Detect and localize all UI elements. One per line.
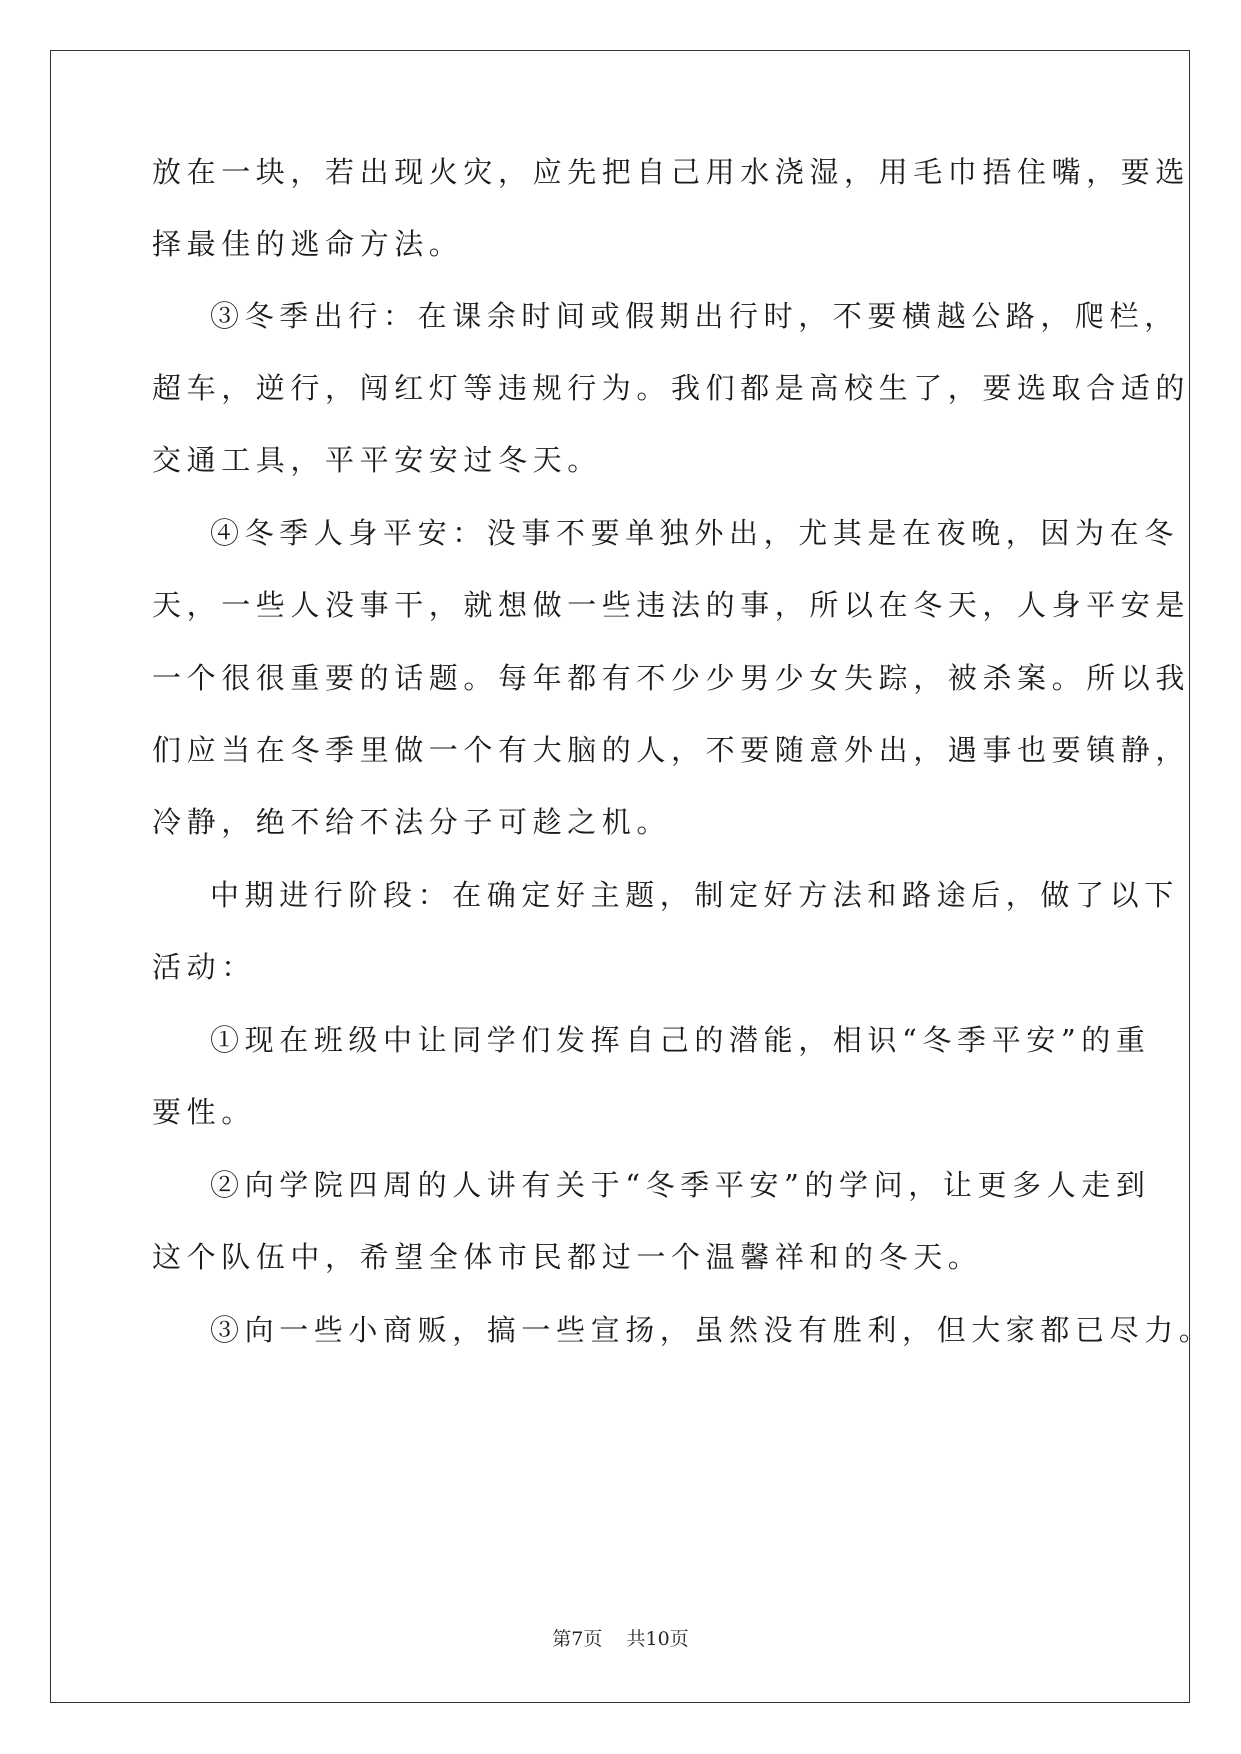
page-footer (0, 1627, 1241, 1651)
page-number: 第7页 (552, 1628, 603, 1650)
text-line: 要性。 (152, 1095, 256, 1129)
text-line: 放在一块，若出现火灾，应先把自己用水浇湿，用毛巾捂住嘴，要选 (152, 155, 1191, 189)
text-line: 交通工具，平平安安过冬天。 (152, 443, 602, 477)
text-line: 择最佳的逃命方法。 (152, 227, 464, 261)
page-total: 共10页 (626, 1628, 689, 1650)
text-line: 中期进行阶段：在确定好主题，制定好方法和路途后，做了以下 (210, 878, 1179, 912)
text-line: ④冬季人身平安：没事不要单独外出，尤其是在夜晚，因为在冬 (210, 516, 1179, 550)
text-line: ③向一些小商贩，搞一些宣扬，虽然没有胜利，但大家都已尽力。 (210, 1313, 1214, 1347)
text-line: 超车，逆行，闯红灯等违规行为。我们都是高校生了，要选取合适的 (152, 371, 1191, 405)
text-line: ②向学院四周的人讲有关于“冬季平安”的学问，让更多人走到 (210, 1168, 1151, 1202)
text-line: 天，一些人没事干，就想做一些违法的事，所以在冬天，人身平安是 (152, 588, 1191, 622)
text-line: 们应当在冬季里做一个有大脑的人，不要随意外出，遇事也要镇静， (152, 733, 1191, 767)
text-line: 冷静，绝不给不法分子可趁之机。 (152, 805, 672, 839)
text-line: 一个很很重要的话题。每年都有不少少男少女失踪，被杀案。所以我 (152, 661, 1191, 695)
text-line: ③冬季出行：在课余时间或假期出行时，不要横越公路，爬栏， (210, 299, 1179, 333)
text-line: 这个队伍中，希望全体市民都过一个温馨祥和的冬天。 (152, 1240, 983, 1274)
text-line: 活动： (152, 950, 256, 984)
text-line: ①现在班级中让同学们发挥自己的潜能，相识“冬季平安”的重 (210, 1023, 1151, 1057)
